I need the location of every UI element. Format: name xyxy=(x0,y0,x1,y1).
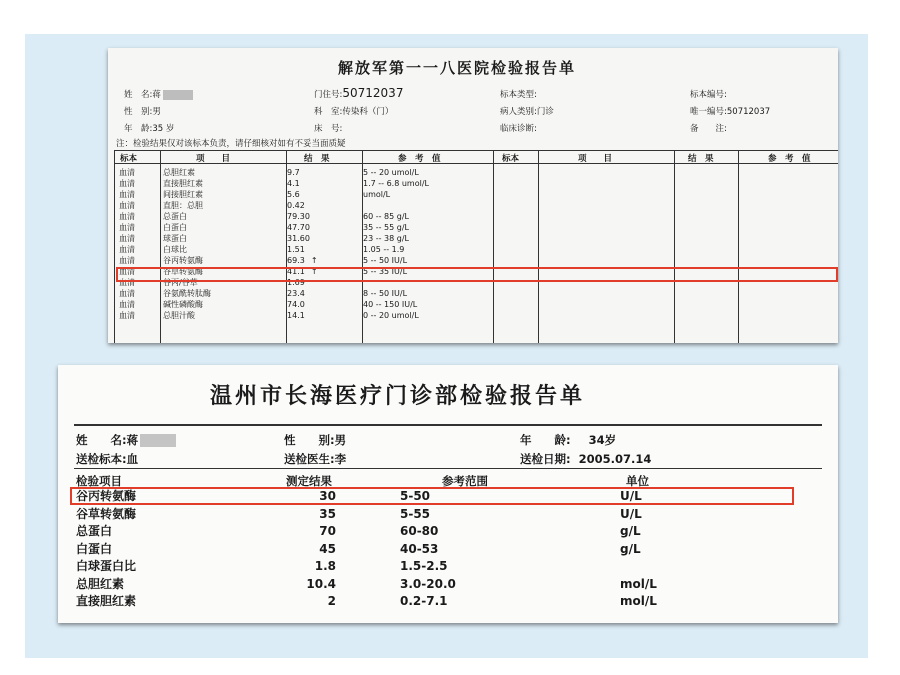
table-row xyxy=(116,211,486,222)
col-header: 项 目 xyxy=(196,154,231,164)
report1-diagnosis: 临床诊断: xyxy=(500,124,537,134)
table-row xyxy=(116,167,486,178)
ref-cell: umol/L xyxy=(363,190,391,199)
result-cell xyxy=(284,299,360,310)
col-header: 结 果 xyxy=(688,154,714,164)
ref-cell: 5 -- 50 IU/L xyxy=(363,256,408,265)
col-header: 标本 xyxy=(502,154,520,164)
specimen-cell: 血清 xyxy=(119,234,135,243)
col-line xyxy=(493,150,494,343)
report2-specimen: 送检标本:血 xyxy=(76,452,139,466)
unit-cell: U/L xyxy=(620,506,642,521)
table-row xyxy=(116,222,486,233)
result-cell xyxy=(284,211,360,222)
ref-cell: 3.0-20.0 xyxy=(400,576,456,591)
table-row xyxy=(116,244,486,255)
item-cell: 谷草转氨酶 xyxy=(76,506,137,521)
result-value: 1.51 xyxy=(287,245,305,254)
ref-cell: 0 -- 20 umol/L xyxy=(363,311,419,320)
specimen-cell: 血清 xyxy=(119,256,135,265)
table-row xyxy=(116,189,486,200)
info-rule xyxy=(74,468,822,469)
lab-report-2 xyxy=(58,365,838,623)
specimen-cell: 血清 xyxy=(119,289,135,298)
highlight-alt-row-report1 xyxy=(116,267,838,282)
col-line xyxy=(114,150,115,343)
name-redaction xyxy=(140,434,176,447)
specimen-cell: 血清 xyxy=(119,179,135,188)
report2-title: 温州市长海医疗门诊部检验报告单 xyxy=(210,383,586,409)
unit-cell: mol/L xyxy=(620,594,657,608)
result-cell: 30 xyxy=(319,489,336,503)
specimen-cell: 血清 xyxy=(119,168,135,177)
table-row xyxy=(116,255,486,266)
result-cell xyxy=(284,288,360,299)
col-header: 参考范围 xyxy=(442,474,488,488)
item-cell: 白蛋白 xyxy=(163,223,187,232)
item-cell: 总胆红素 xyxy=(76,576,125,591)
col-header: 结 果 xyxy=(304,154,330,164)
specimen-cell: 血清 xyxy=(119,201,135,210)
ref-cell: 5 -- 35 IU/L xyxy=(363,267,408,276)
ref-cell: 40-53 xyxy=(400,541,439,556)
report2-gender: 性 别:男 xyxy=(284,433,347,447)
ref-cell: 1.5-2.5 xyxy=(400,559,448,573)
result-cell xyxy=(284,310,360,321)
result-value: 47.70 xyxy=(287,223,310,232)
report1-title: 解放军第一一八医院检验报告单 xyxy=(338,59,577,77)
name-redaction xyxy=(163,90,193,100)
col-line xyxy=(674,150,675,343)
ref-cell: 40 -- 150 IU/L xyxy=(363,300,418,309)
report1-bed: 床 号: xyxy=(314,124,343,134)
col-header: 参 考 值 xyxy=(768,154,811,164)
result-value: 14.1 xyxy=(287,311,305,320)
result-value: 41.1 xyxy=(287,267,305,276)
abnormal-flag: ↑ xyxy=(310,267,318,276)
col-header: 测定结果 xyxy=(286,474,332,488)
report1-outpatient-no: 门住号:50712037 xyxy=(314,86,404,100)
item-cell: 碱性磷酸酶 xyxy=(163,300,203,309)
ref-cell: 1.7 -- 6.8 umol/L xyxy=(363,179,429,188)
item-cell: 谷丙转氨酶 xyxy=(76,489,137,503)
table-row xyxy=(116,299,486,310)
report2-date: 送检日期: 2005.07.14 xyxy=(520,452,652,466)
result-cell xyxy=(284,233,360,244)
table-row xyxy=(116,310,486,321)
result-cell xyxy=(284,178,360,189)
ref-cell: 8 -- 50 IU/L xyxy=(363,289,408,298)
report1-specimen-type: 标本类型: xyxy=(500,90,537,100)
result-cell: 70 xyxy=(319,524,336,538)
specimen-cell: 血清 xyxy=(119,278,135,287)
result-value: 4.1 xyxy=(287,179,300,188)
item-cell: 谷丙/谷草 xyxy=(163,278,198,287)
specimen-cell: 血清 xyxy=(119,245,135,254)
specimen-cell: 血清 xyxy=(119,300,135,309)
ref-cell: 5-50 xyxy=(400,489,431,503)
col-line xyxy=(538,150,539,343)
table-row xyxy=(116,288,486,299)
result-value: 5.6 xyxy=(287,190,300,199)
ref-cell: 5 -- 20 umol/L xyxy=(363,168,419,177)
unit-cell: U/L xyxy=(620,489,642,503)
result-value: 69.3 xyxy=(287,256,305,265)
ref-cell: 1.05 -- 1.9 xyxy=(363,245,405,254)
item-cell: 总胆汁酸 xyxy=(163,311,195,320)
report1-unique-no: 唯一编号:50712037 xyxy=(690,107,771,117)
col-header: 单位 xyxy=(626,474,649,488)
col-header: 检验项目 xyxy=(76,474,122,488)
table-row xyxy=(76,523,714,541)
specimen-cell: 血清 xyxy=(119,190,135,199)
abnormal-flag: ↑ xyxy=(310,256,318,265)
ref-cell: 35 -- 55 g/L xyxy=(363,223,409,232)
report2-results-table xyxy=(76,488,714,611)
table-row xyxy=(116,178,486,189)
specimen-cell: 血清 xyxy=(119,267,135,276)
unit-cell: mol/L xyxy=(620,576,657,591)
report1-results-table xyxy=(116,167,486,321)
result-value: 0.42 xyxy=(287,201,305,210)
item-cell: 直接胆红素 xyxy=(76,594,137,608)
report1-note: 注：检验结果仅对该标本负责，请仔细核对如有不妥当面质疑 xyxy=(116,139,346,149)
item-cell: 总蛋白 xyxy=(163,212,187,221)
result-value: 23.4 xyxy=(287,289,305,298)
item-cell: 总胆红素 xyxy=(163,168,195,177)
result-value: 9.7 xyxy=(287,168,300,177)
unit-cell: g/L xyxy=(620,524,641,538)
result-cell: 1.8 xyxy=(314,559,336,573)
report1-age: 年 龄:35 岁 xyxy=(124,124,175,134)
unit-cell xyxy=(484,558,714,576)
result-cell xyxy=(284,244,360,255)
report2-name: 姓 名:蒋 xyxy=(76,432,176,448)
table-row xyxy=(76,506,714,524)
report1-patient-type: 病人类别:门诊 xyxy=(500,107,554,117)
item-cell: 白球蛋白比 xyxy=(76,559,137,573)
result-cell: 35 xyxy=(319,506,336,521)
result-value: 79.30 xyxy=(287,212,310,221)
result-cell: 45 xyxy=(319,541,336,556)
item-cell: 直接胆红素 xyxy=(163,179,203,188)
lab-report-1 xyxy=(108,48,838,343)
ref-cell xyxy=(360,200,486,211)
highlight-alt-row-report2 xyxy=(70,487,794,505)
specimen-cell: 血清 xyxy=(119,212,135,221)
ref-cell: 23 -- 38 g/L xyxy=(363,234,409,243)
specimen-cell: 血清 xyxy=(119,311,135,320)
col-header: 项 目 xyxy=(578,154,613,164)
item-cell: 白球比 xyxy=(163,245,187,254)
item-cell: 谷草转氨酶 xyxy=(163,267,203,276)
result-cell: 2 xyxy=(327,594,336,608)
report1-department: 科 室:传染科（门） xyxy=(314,107,394,117)
table-top-line xyxy=(114,150,838,151)
result-cell xyxy=(284,255,360,266)
unit-cell: g/L xyxy=(620,541,641,556)
ref-cell: 60 -- 85 g/L xyxy=(363,212,409,221)
ref-cell: 0.2-7.1 xyxy=(400,594,448,608)
result-cell xyxy=(284,167,360,178)
report2-age: 年 龄: 34岁 xyxy=(520,433,617,447)
result-value: 31.60 xyxy=(287,234,310,243)
ref-cell: 5-55 xyxy=(400,506,431,521)
result-cell: 10.4 xyxy=(306,576,336,591)
table-row xyxy=(116,233,486,244)
table-row xyxy=(76,541,714,559)
result-cell xyxy=(284,222,360,233)
report1-name: 姓 名:蒋 xyxy=(124,88,193,100)
specimen-cell: 血清 xyxy=(119,223,135,232)
col-line xyxy=(738,150,739,343)
header-rule xyxy=(74,424,822,426)
table-row xyxy=(76,558,714,576)
report1-specimen-no: 标本编号: xyxy=(690,90,727,100)
result-value: 1.69 xyxy=(287,278,305,287)
report1-gender: 性 别:男 xyxy=(124,107,161,117)
ref-cell: 60-80 xyxy=(400,524,439,538)
item-cell: 直胆：总胆 xyxy=(163,201,203,210)
table-row xyxy=(76,576,714,594)
item-cell: 总蛋白 xyxy=(76,524,113,538)
item-cell: 间接胆红素 xyxy=(163,190,203,199)
col-header: 标本 xyxy=(120,154,138,164)
table-row xyxy=(76,593,714,611)
item-cell: 谷丙转氨酶 xyxy=(163,256,203,265)
result-cell xyxy=(284,189,360,200)
result-value: 74.0 xyxy=(287,300,305,309)
result-cell xyxy=(284,200,360,211)
item-cell: 球蛋白 xyxy=(163,234,187,243)
item-cell: 谷氨酰转肽酶 xyxy=(163,289,211,298)
report1-remark: 备 注: xyxy=(690,124,727,134)
item-cell: 白蛋白 xyxy=(76,541,113,556)
col-header: 参 考 值 xyxy=(398,154,441,164)
table-row xyxy=(116,200,486,211)
report2-doctor: 送检医生:李 xyxy=(284,452,347,466)
